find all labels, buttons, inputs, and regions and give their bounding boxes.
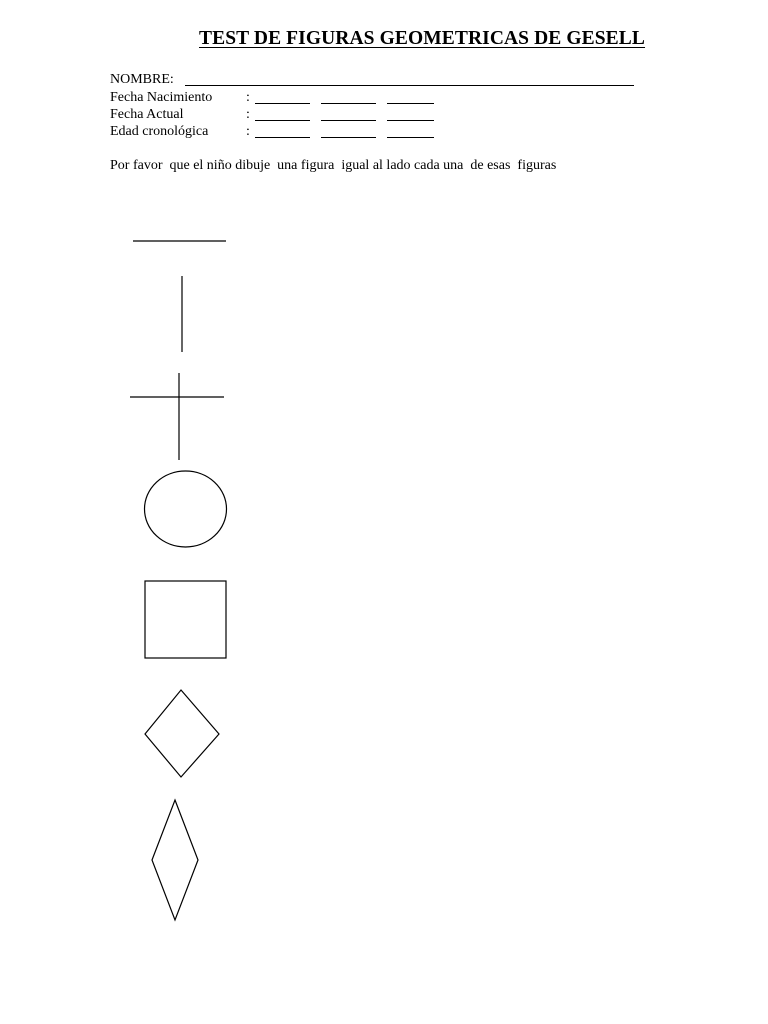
fecha-actual-colon: : [246, 107, 250, 122]
nombre-blank-line[interactable] [185, 85, 634, 86]
fecha-actual-day-blank[interactable] [255, 120, 310, 121]
edad-cronologica-row [110, 124, 250, 140]
square-figure [145, 581, 226, 658]
fecha-actual-year-blank[interactable] [387, 120, 434, 121]
edad-cronologica-label: Edad cronológica [110, 124, 209, 139]
fecha-nacimiento-month-blank[interactable] [321, 103, 376, 104]
fecha-actual-row [110, 107, 250, 123]
elongated-diamond-figure [152, 800, 198, 920]
edad-cronologica-days-blank[interactable] [387, 137, 434, 138]
fecha-actual-label: Fecha Actual [110, 107, 184, 122]
document-title: TEST DE FIGURAS GEOMETRICAS DE GESELL [199, 28, 646, 49]
fecha-nacimiento-day-blank[interactable] [255, 103, 310, 104]
fecha-nacimiento-label: Fecha Nacimiento [110, 90, 213, 105]
diamond-figure [145, 690, 219, 777]
circle-figure [145, 471, 227, 547]
fecha-nacimiento-row [110, 90, 250, 106]
edad-cronologica-colon: : [246, 124, 250, 139]
fecha-actual-month-blank[interactable] [321, 120, 376, 121]
fecha-nacimiento-colon: : [246, 90, 250, 105]
cross-figure [130, 373, 224, 460]
nombre-label: NOMBRE: [110, 72, 174, 87]
nombre-row [110, 72, 174, 88]
edad-cronologica-years-blank[interactable] [255, 137, 310, 138]
fecha-nacimiento-year-blank[interactable] [387, 103, 434, 104]
edad-cronologica-months-blank[interactable] [321, 137, 376, 138]
instruction-text: Por favor que el niño dibuje una figura igual al lado cada una de esas figuras [110, 158, 557, 173]
